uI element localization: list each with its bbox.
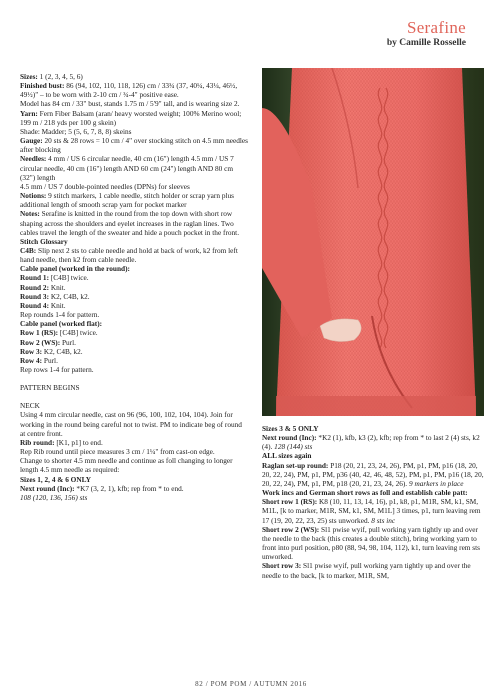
paragraph-label: Round 1: [20, 273, 49, 283]
pattern-paragraph [20, 209, 248, 236]
paragraph-text: Shade: Madder; 5 (5, 6, 7, 8, 8) skeins [20, 126, 132, 136]
pattern-paragraph [262, 488, 484, 497]
paragraph-text: Serafine is knitted in the round from the top down with short row shaping across the shoulders and eyelet increases in the raglan lines. Two cables travel the length of the sweater and hide a pouch pocket in the front. [20, 209, 240, 237]
paragraph-label: Round 3: [20, 291, 49, 301]
paragraph-text: Sl1 pwise wyif, pull working yarn tightly up and over the needle to the back (this creates a double stitch), bring working yarn to front into purl position, p80 (88, 94, 98, 104, 112), k1, turn leaving rem sts unworked. [262, 524, 481, 562]
pattern-paragraph [20, 292, 248, 301]
paragraph-label: Work incs and German short rows as foll and establish cable patt: [262, 488, 468, 498]
pattern-text-right-column [262, 424, 484, 580]
paragraph-label: Row 3: [20, 346, 43, 356]
paragraph-text: Model has 84 cm / 33" bust, stands 1.75 m / 5'9" tall, and is wearing size 2. [20, 99, 240, 109]
paragraph-text: Knit. [49, 282, 66, 292]
paragraph-text: P18 (20, 21, 23, 24, 26), PM, p1, PM, p16 (18, 20, 20, 22, 24), PM, p1, PM, p36 (40, 42, 46, 48, 52), PM, p1, PM, p16 (18, 20, 20, 22, 24), PM, p1, PM, p18 (20, 21, 23, 24, 26). [262, 460, 484, 488]
paragraph-text: 4.5 mm / US 7 double-pointed needles (DPNs) for sleeves [20, 181, 190, 191]
pattern-paragraph [20, 136, 248, 154]
pattern-paragraph [20, 338, 248, 347]
paragraph-text: Rep rounds 1-4 for pattern. [20, 310, 100, 320]
designer-byline [387, 38, 466, 48]
pattern-paragraph [20, 383, 248, 392]
paragraph-label: Row 4: [20, 355, 43, 365]
pattern-paragraph [20, 347, 248, 356]
paragraph-gap [20, 392, 248, 401]
pattern-title: Serafine [406, 18, 466, 37]
pattern-paragraph [20, 493, 248, 502]
pattern-paragraph [20, 283, 248, 292]
paragraph-text: 9 stitch markers, 1 cable needle, stitch holder or scrap yarn plus additional length of smooth scrap yarn for pocket marker [20, 191, 234, 210]
paragraph-label: PATTERN BEGINS [20, 383, 80, 393]
paragraph-label: Row 1 (RS): [20, 328, 59, 338]
pattern-paragraph [20, 273, 248, 282]
paragraph-text: Knit. [49, 300, 66, 310]
paragraph-label: Finished bust: [20, 81, 65, 91]
paragraph-text: Using 4 mm circular needle, cast on 96 (96, 100, 102, 104, 104). Join for working in the round being careful not to twist. PM to indicate beg of round at centre front. [20, 410, 242, 438]
paragraph-label: Short row 2 (WS): [262, 524, 320, 534]
paragraph-label: Cable panel (worked in the round): [20, 264, 130, 274]
paragraph-label: Rib round: [20, 437, 55, 447]
paragraph-text: 4 mm / US 6 circular needle, 40 cm (16") length 4.5 mm / US 7 circular needle, 40 cm (16") length AND 60 cm (24") length AND 80 cm (32") length [20, 154, 234, 182]
paragraph-label: Notions: [20, 191, 47, 201]
pattern-paragraph [20, 438, 248, 447]
paragraph-text: Sl1 pwise wyif, pull working yarn tightly up and over the needle to the back, [k to marker, M1R, SM, [262, 561, 471, 580]
paragraph-label: Sizes 1, 2, 4 & 6 ONLY [20, 474, 92, 484]
sweater-photo [262, 68, 484, 416]
paragraph-label: Next round (Inc): [20, 483, 75, 493]
pattern-paragraph [20, 237, 248, 246]
paragraph-text: Slip next 2 sts to cable needle and hold at back of work, k2 from left hand needle, then k2 from cable needle. [20, 245, 238, 265]
pattern-paragraph [20, 109, 248, 127]
paragraph-label: Round 2: [20, 282, 49, 292]
paragraph-label: Notes: [20, 209, 40, 219]
pattern-paragraph [20, 99, 248, 108]
paragraph-text: 1 (2, 3, 4, 5, 6) [37, 72, 83, 81]
pattern-paragraph [20, 356, 248, 365]
stitch-count: 9 markers in place [408, 478, 464, 488]
pattern-paragraph [20, 72, 248, 81]
pattern-paragraph [20, 319, 248, 328]
paragraph-text: [K1, p1] to end. [54, 437, 103, 447]
pattern-paragraph [20, 365, 248, 374]
paragraph-text: Rep rows 1-4 for pattern. [20, 365, 94, 374]
page-footer: 82 / POM POM / AUTUMN 2016 [195, 680, 307, 688]
byline-prefix: by [386, 38, 397, 48]
pattern-paragraph [262, 561, 484, 579]
pattern-paragraph [20, 484, 248, 493]
paragraph-label: Yarn: [20, 108, 38, 118]
pattern-paragraph [20, 310, 248, 319]
pattern-paragraph [262, 525, 484, 562]
paragraph-text: Purl. [42, 355, 58, 365]
paragraph-label: Sizes: [20, 72, 38, 81]
pattern-paragraph [20, 475, 248, 484]
paragraph-label: Sizes 3 & 5 ONLY [262, 424, 319, 433]
paragraph-text: Fern Fiber Balsam (aran/ heavy worsted weight; 100% Merino wool; 199 m / 218 yds per 100 g skein) [20, 108, 242, 127]
paragraph-label: Short row 1 (RS): [262, 497, 318, 507]
pattern-header [387, 18, 466, 48]
pattern-paragraph [262, 497, 484, 524]
pattern-paragraph [20, 191, 248, 209]
paragraph-text: K8 (10, 11, 13, 14, 16), p1, k8, p1, M1R, SM, k1, SM, M1L, [k to marker, M1R, SM, k1, SM, M1L] 3 times, p1, turn leaving rem 17 (19, 20, 22, 23, 25) sts unworked. [262, 497, 481, 525]
paragraph-label: Raglan set-up round: [262, 460, 329, 470]
paragraph-text: [C4B] twice. [58, 328, 98, 338]
paragraph-label: Short row 3: [262, 561, 302, 571]
paragraph-text: Purl. [60, 337, 76, 347]
pattern-paragraph [20, 410, 248, 437]
paragraph-text: K2, C4B, k2. [42, 346, 83, 356]
pattern-paragraph [20, 401, 248, 410]
pattern-paragraph [20, 154, 248, 181]
paragraph-label: Needles: [20, 154, 47, 164]
paragraph-label: Gauge: [20, 136, 43, 146]
paragraph-text: 86 (94, 102, 110, 118, 126) cm / 33¾ (37, 40¼, 43¼, 46½, 49½)" – to be worn with 2-10 cm / ¾-4" positive ease. [20, 81, 238, 100]
paragraph-label: Row 2 (WS): [20, 337, 61, 347]
pattern-paragraph [20, 447, 248, 456]
pattern-paragraph [20, 328, 248, 337]
pattern-text-left-column [20, 72, 248, 502]
pattern-paragraph [20, 264, 248, 273]
pattern-paragraph [20, 81, 248, 99]
pattern-paragraph [20, 456, 248, 474]
paragraph-gap [20, 374, 248, 383]
pattern-paragraph [262, 451, 484, 460]
stitch-count: 128 (144) sts [274, 442, 313, 452]
paragraph-label: Cable panel (worked flat): [20, 319, 103, 329]
pattern-paragraph [262, 424, 484, 433]
pattern-paragraph [20, 182, 248, 191]
paragraph-text: 108 (120, 136, 156) sts [20, 492, 88, 502]
pattern-paragraph [20, 246, 248, 264]
designer-name: Camille Rosselle [399, 38, 466, 48]
pattern-paragraph [262, 461, 484, 488]
pattern-paragraph [262, 433, 484, 451]
paragraph-text: *K2 (1), kfb, k3 (2), kfb; rep from * to last 2 (4) sts, k2 (4). [262, 433, 480, 452]
paragraph-label: ALL sizes again [262, 451, 312, 461]
paragraph-text: Change to shorter 4.5 mm needle and continue as foll changing to longer length 4.5 mm needle as required: [20, 456, 233, 475]
sweater-illustration [262, 68, 484, 416]
paragraph-text: 20 sts & 28 rows = 10 cm / 4" over stocking stitch on 4.5 mm needles after blocking [20, 136, 249, 155]
paragraph-text: K2, C4B, k2. [49, 291, 90, 301]
paragraph-text: [C4B] twice. [49, 273, 89, 283]
stitch-count: 8 sts inc [371, 515, 396, 525]
paragraph-label: NECK [20, 401, 40, 411]
paragraph-label: Next round (Inc): [262, 433, 317, 443]
paragraph-label: C4B: [20, 245, 37, 255]
pattern-paragraph [20, 301, 248, 310]
paragraph-text: Rep Rib round until piece measures 3 cm / 1¼" from cast-on edge. [20, 447, 215, 457]
paragraph-text: *K7 (3, 2, 1), kfb; rep from * to end. [74, 483, 184, 493]
pattern-paragraph [20, 127, 248, 136]
paragraph-label: Round 4: [20, 300, 49, 310]
paragraph-label: Stitch Glossary [20, 236, 68, 246]
